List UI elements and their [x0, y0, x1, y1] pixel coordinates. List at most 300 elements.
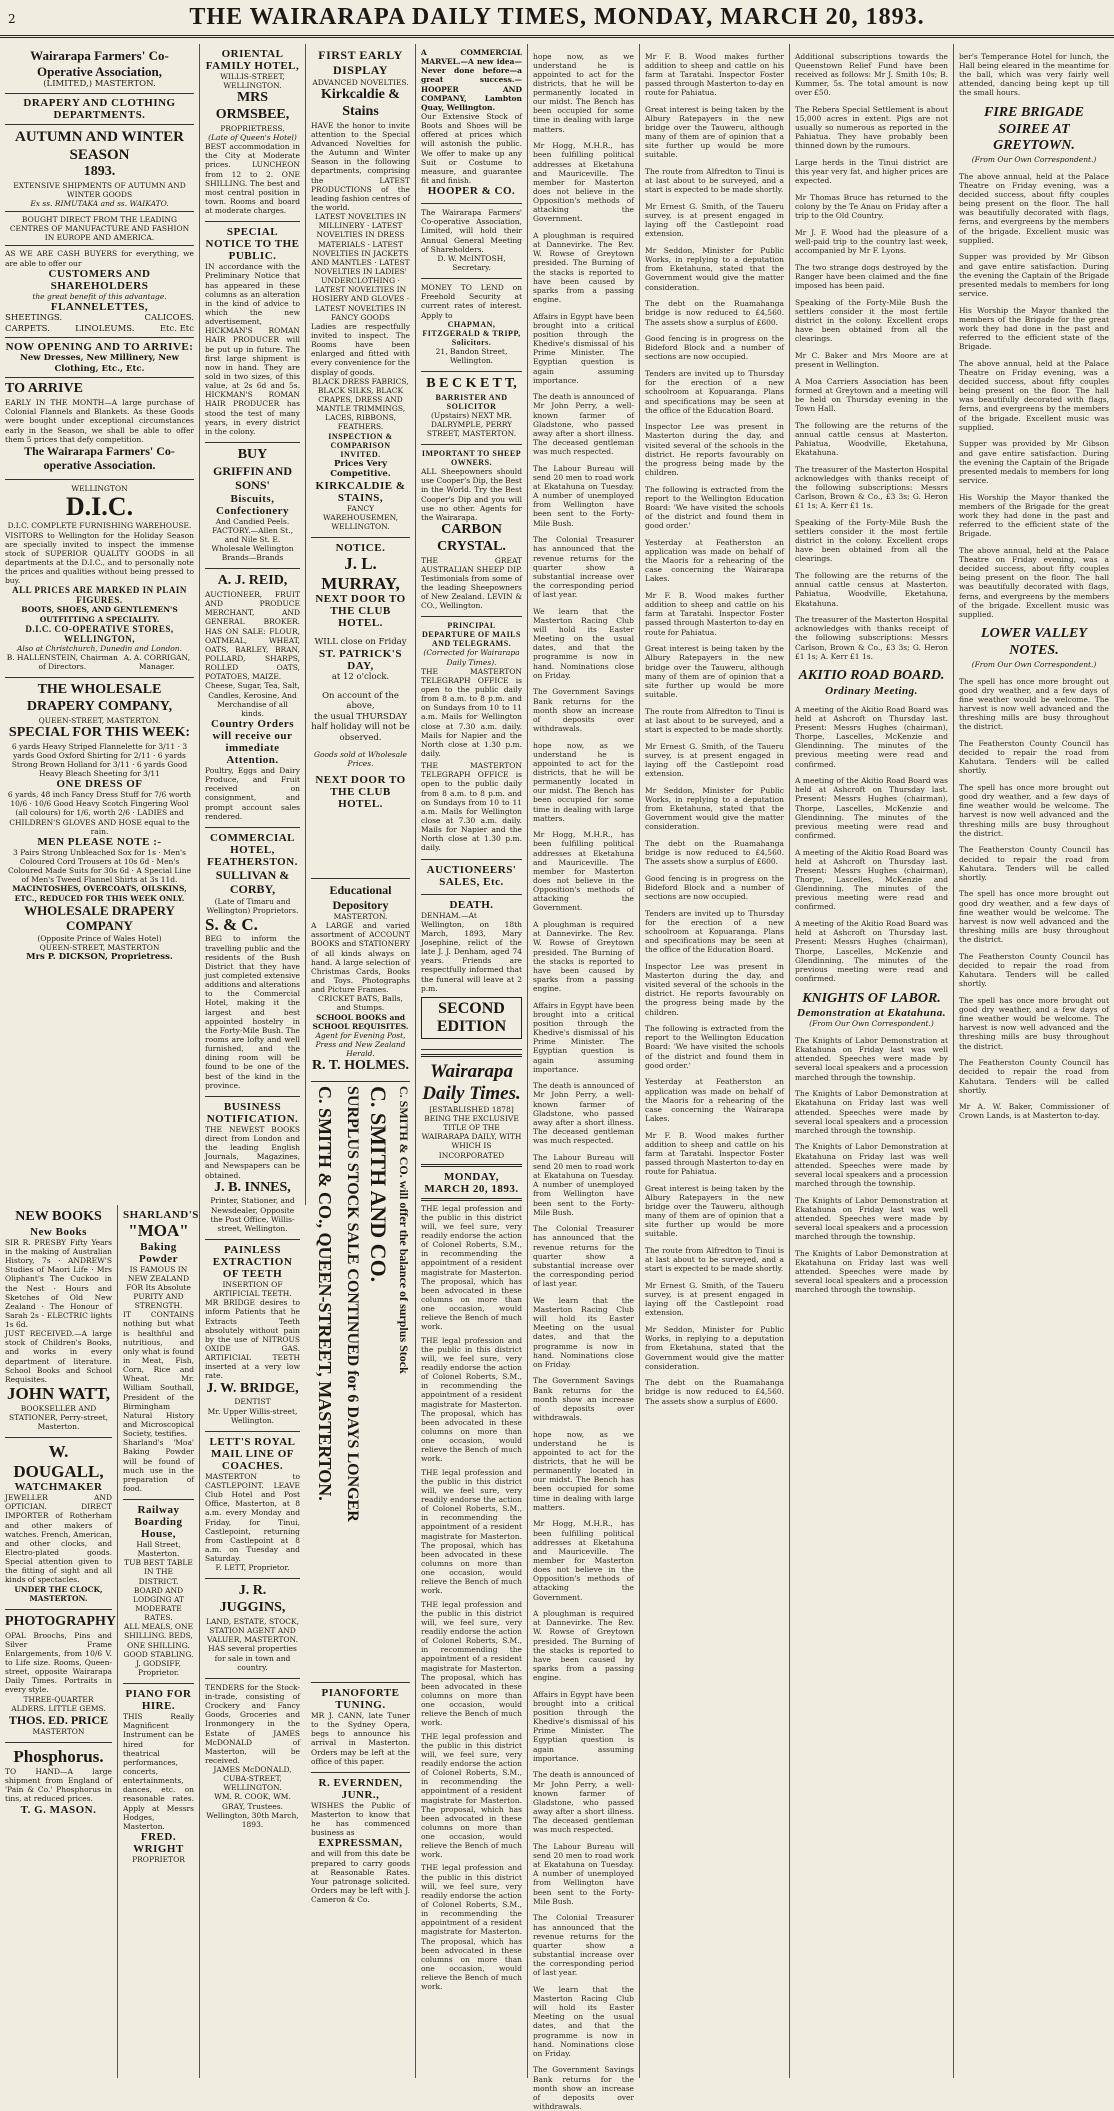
- tub-best: TUB BEST TABLE IN THE DISTRICT.: [124, 1558, 193, 1586]
- sullivan-name: SULLIVAN & CORBY,: [215, 867, 290, 897]
- flannelettes-label: FLANNELETTES,: [50, 300, 149, 313]
- col6-para-6: The debt on the Ruamahanga bridge is now reduced to £4,560. The assets show a surplus of £600.: [645, 299, 784, 327]
- s-c-initials: S. & C.: [205, 914, 258, 934]
- juggins-name: J. R. JUGGINS,: [219, 1583, 286, 1616]
- proprietress-label: PROPRIETRESS,: [220, 123, 285, 133]
- col5-para-10: hope now, as we understand he is appointed to act for the districts, that he will be permanently located in our midst. The Bench has been occupied for some time in dealing with large matters.: [533, 740, 634, 823]
- new-books-advertisement: [5, 1205, 112, 1438]
- railway-advertisement: [123, 1500, 194, 1684]
- godsiff-name: J. GODSIFF, Proprietor.: [135, 1658, 182, 1678]
- col7-para-1: Additional subscriptions towards the Queenstown Relief Fund have been received as follows: Mr J. Smith 10s; B. Kummer, 5s. The total amount is now over £50.: [795, 51, 948, 98]
- wfca-title: Wairarapa Farmers' Co-Operative Association,: [30, 48, 169, 79]
- col5-para-16: The Colonial Treasurer has announced that the revenue returns for the quarter show a substantial increase over the corresponding period of last year.: [533, 1224, 634, 1289]
- leader-text: THE legal profession and the public in this district will, we feel sure, very readily endorse the action of Colonel Roberts, S.M., in recommending the appointment of a resident magistrate for Masterton. The proposal, which has been advocated in these columns on more than one occasion, would relieve the Bench of much work.: [421, 1203, 522, 1332]
- col5-para-3: A ploughman is required at Dannevirke. The Rev. W. Rowse of Greytown presided. The Burning of the stacks is reported to have been caused by sparks from a passing engine.: [533, 231, 634, 305]
- sullivan-subtitle: (Late of Timaru and Wellington) Proprietors.: [206, 896, 299, 915]
- sharland-name: SHARLAND'S: [123, 1209, 199, 1221]
- wdc-address: QUEEN-STREET, MASTERTON.: [38, 715, 161, 725]
- evernden-name: R. EVERNDEN, JUNR.,: [318, 1776, 403, 1801]
- dic-text: VISITORS to Wellington for the Holiday Season are specially invited to inspect the immense stock of SUPERIOR QUALITY GOODS in all departments at the D.I.C., and to personally note the prices and qualities without being pressed to buy.: [5, 530, 194, 586]
- fire-brigade-heading: FIRE BRIGADE SOIREE AT GREYTOWN.: [984, 104, 1084, 154]
- col6-para-2: Great interest is being taken by the Albury Ratepayers in the new bridge over the Tauweru, although many of them are of opinion that a site further up would be more suitable.: [645, 104, 784, 160]
- column-7: [790, 44, 954, 2078]
- piano-hire-advertisement: [123, 1684, 194, 1870]
- col6-para-4: Mr Ernest G. Smith, of the Taueru survey, is at present engaged in laying off the Castlepoint road extension.: [645, 201, 784, 239]
- marvel-text: A COMMERCIAL MARVEL.—A new idea—Never done before—a great success.—HOOPER AND COMPANY, Lambton Quay, Wellington.: [421, 48, 522, 112]
- col7-para-10: The following are the returns of the annual cattle census at Masterton. Pahiatua, Woodville, Eketahuna, Ekatahuna.: [795, 420, 948, 458]
- knights-text-5: The Knights of Labor Demonstration at Ekatahuna on Friday last was well attended. Speeches were made by several local speakers and a procession marched through the township.: [795, 1248, 948, 1295]
- one-dress-heading: ONE DRESS OF: [56, 778, 143, 791]
- piano-tuning-heading: PIANOFORTE TUNING.: [321, 1687, 400, 1712]
- being-label: BEING THE EXCLUSIVE TITLE OF THE WAIRARAPA DAILY, WITH WHICH IS INCORPORATED: [421, 1113, 522, 1160]
- dic-location: WELLINGTON: [71, 483, 128, 493]
- advantage-text: the great benefit of this advantage.: [32, 291, 167, 301]
- principal-heading: PRINCIPAL DEPARTURE OF MAILS AND TELEGRAMS.: [422, 621, 521, 649]
- col6-para-5: Mr Seddon, Minister for Public Works, in replying to a deputation from Eketahuna, stated that the Government would give the matter consideration.: [645, 246, 784, 292]
- col7-para-3: Large herds in the Tinui district are this year very fat, and higher prices are expected.: [795, 157, 948, 186]
- wfca-subtitle: (LIMITED,) MASTERTON.: [43, 79, 156, 90]
- fire-text-7: The above annual, held at the Palace Theatre on Friday evening, was a decided success, about fifty couples being present on the floor. The hall was beautifully decorated with flags, ferns, and evergreens by the members of the brigade. Excellent music was supplied.: [959, 545, 1109, 619]
- linoleums-label: LINOLEUMS.: [75, 323, 135, 334]
- col5-para-27: The Government Savings Bank returns for the month show an increase of deposits over withdrawals.: [533, 2065, 634, 2111]
- col6-para-10: The following is extracted from the report to the Wellington Education Board: 'We have visited the schools of the district and found them in good order.': [645, 484, 784, 531]
- season-year: 1893.: [83, 163, 116, 179]
- akitio-heading: AKITIO ROAD BOARD.: [798, 668, 945, 684]
- moa-text: IT CONTAINS nothing but what is healthful and nutritious, and only what is found in Meat, Fish, Corn, Rice and Wheat. Mr. William Southall, President of the Birmingham Natural History and Microscopical Society, testifies.: [123, 1310, 194, 1439]
- col5-para-8: We learn that the Masterton Racing Club will hold its Easter Meeting on the usual dates, and that the programme is now in hand. Nominations close on Friday.: [533, 606, 634, 680]
- lower-text-2: The Featherston County Council has decided to repair the road from Kahutara. Tenders will be called shortly.: [959, 739, 1109, 776]
- s-c-text: BEG to inform the travelling public and the residents of the Bush District that they have just completed extensive additions and alterations to the Commercial Hotel, making it the largest and best appointed hostelry in the Forty-Mile Bush. The rooms are lofty and well furnished, and the dining room will be found to be one of the best of the kind in the province.: [205, 934, 300, 1090]
- price-name: THOS. ED. PRICE: [8, 1712, 109, 1727]
- thursday-text: the usual THURSDAY: [313, 711, 408, 722]
- auctioneers-notice: [421, 860, 522, 895]
- column-6: [640, 44, 790, 2078]
- evernden-text-2: and will from this date be prepared to carry goods at Reasonable Rates. Your patronage solicited. Orders may be left with J. Cameron & Co.: [311, 1849, 410, 1905]
- reid-name: A. J. REID,: [217, 573, 288, 589]
- phosphorus-advertisement: [5, 1743, 112, 1821]
- drapery-heading: DRAPERY AND CLOTHING DEPARTMENTS.: [23, 96, 176, 121]
- akitio-text-3: A meeting of the Akitio Road Board was held at Ashcroft on Thursday last. Present: Messrs Hughes (chairman), Thorpe, Lascelles, McKenzie and Glendinning. The minutes of the previous meeting were read and confirmed.: [795, 847, 948, 912]
- kirkcaldie-list: LATEST NOVELTIES IN MILLINERY · LATEST NOVELTIES IN DRESS MATERIALS · LATEST NOVELTIES IN JACKETS AND MANTLES · LATEST NOVELTIES IN LADIES' UNDERCLOTHING · LATEST NOVELTIES IN HOSIERY AND GLOVES · LATEST NOVELTIES IN FANCY GOODS: [311, 212, 410, 322]
- prices-comp-label: Prices Very Competitive.: [330, 458, 391, 480]
- commercial-heading: COMMERCIAL HOTEL, FEATHERSTON.: [207, 831, 298, 868]
- insertion-heading: INSERTION OF ARTIFICIAL TEETH.: [213, 1280, 292, 1299]
- col6-para-22: Yesterday at Featherston an application was made on behalf of the Maoris for a rehearing of the case concerning the Wairarapa Lakes.: [645, 1077, 784, 1123]
- ormsbee-name: MRS ORMSBEE,: [215, 90, 290, 123]
- holmes-name: R. T. HOLMES.: [311, 1058, 410, 1074]
- col7-para-6: The two strange dogs destroyed by the Ranger have been claimed and the fine imposed has been paid.: [795, 262, 948, 290]
- col5-para-15: The Labour Bureau will send 20 men to road work at Ekatahuna on Tuesday. A number of unemployed from Wellington have been sent to the Forty-Mile Bush.: [533, 1152, 634, 1217]
- dougall-name: W. DOUGALL,: [13, 1442, 104, 1481]
- mcdonald-name: JAMES McDONALD, CUBA-STREET, WELLINGTON.: [213, 1765, 292, 1793]
- knights-text-2: The Knights of Labor Demonstration at Ekatahuna on Friday last was well attended. Speeches were made by several local speakers and a procession marched through the township.: [795, 1089, 948, 1135]
- col5-para-2: Mr Hogg, M.H.R., has been fulfilling political addresses at Eketahuna and Mauriceville. The member for Masterton does not believe in the Opposition's methods of attacking the Government.: [533, 141, 634, 224]
- hooper-text: Our Extensive Stock of Boots and Shoes will be offered at prices which will astonish the public. We offer to make up any Suit or Costume to measure, and guarantee fit and finish.: [421, 111, 522, 185]
- advanced-novelties: ADVANCED NOVELTIES.: [312, 78, 409, 87]
- oriental-heading: ORIENTAL FAMILY HOTEL,: [205, 48, 300, 72]
- murray-notice: [311, 538, 410, 879]
- wfca-advertisement: [5, 44, 194, 480]
- col5-para-6: The Labour Bureau will send 20 men to road work at Ekatahuna on Tuesday. A number of unemployed from Wellington have been sent to the Forty-Mile Bush.: [533, 463, 634, 528]
- dic-stores: D.I.C. CO-OPERATIVE STORES, WELLINGTON,: [25, 623, 174, 644]
- col6-para-1: Mr F. B. Wood makes further addition to sheep and cattle on his farm at Taratahi. Inspector Foster passed through Masterton to-day en route for Pahiatua.: [645, 51, 784, 98]
- phosphorus-text: TO HAND—A large shipment from England of 'Pain & Co.' Phosphorus in tins, at reduced prices.: [5, 1766, 112, 1804]
- books-text: SIR R. PRESBY Fifty Years in the making of Australian History, 7s · ANDREW'S Studies of Maori Life · Mrs Oliphant's The Cuckoo in the Nest · Hours and Sketches of Old New Zealand · The Honour of Sarah 2s · ELECTRIC lights 1s 6d.: [5, 1237, 112, 1330]
- beckett-subtitle: BARRISTER AND SOLICITOR: [435, 392, 508, 411]
- candied-label: And Candied Peels.: [215, 516, 290, 526]
- next-door-label-2: NEXT DOOR TO THE CLUB HOTEL.: [315, 773, 406, 810]
- hooper-advertisement: [421, 44, 522, 204]
- wdc-title: THE WHOLESALE DRAPERY COMPANY,: [26, 682, 173, 714]
- wdc-title-2: WHOLESALE DRAPERY COMPANY: [24, 902, 175, 934]
- dic-boots: BOOTS, SHOES, AND GENTLEMEN'S OUTFITTING A SPECIALITY.: [21, 605, 178, 624]
- next-door-label: NEXT DOOR TO THE CLUB HOTEL.: [315, 593, 406, 630]
- sheep-dip-advertisement: [421, 445, 522, 617]
- own-correspondent: (From Our Own Correspondent.): [809, 1019, 934, 1029]
- lower-valley-heading: LOWER VALLEY NOTES.: [981, 626, 1087, 659]
- piano-text: THIS Really Magnificent Instrument can be hired for theatrical performances, concerts, entertainments, dances, etc. on reasonable rates. Apply at Messrs Hodges, Masterton.: [123, 1712, 194, 1831]
- bridge-text: MR BRIDGE desires to inform Patients that he Extracts Teeth absolutely without pain by the use of NITROUS OXIDE GAS. ARTIFICIAL TEETH inserted at a very low rate.: [205, 1298, 300, 1381]
- on-account-text: On account of the above,: [322, 690, 399, 712]
- painless-heading: PAINLESS EXTRACTION OF TEETH: [212, 1244, 293, 1281]
- wfca-footer: The Wairarapa Farmers' Co-operative Association.: [24, 443, 175, 473]
- col6-para-11: Yesterday at Featherston an application was made on behalf of the Maoris for a rehearing of the case concerning the Wairarapa Lakes.: [645, 537, 784, 584]
- akitio-text-2: A meeting of the Akitio Road Board was held at Ashcroft on Thursday last. Present: Messrs Hughes (chairman), Thorpe, Lascelles, McKenzie and Glendinning. The minutes of the previous meeting were read and confirmed.: [795, 776, 948, 840]
- dougall-text: JEWELLER AND OPTICIAN. DIRECT IMPORTER of Rotherham and other makers of watches. French, American, and other clocks, and Electro-plated goods. Special attention given to the fitting of sight and all kinds of spectacles.: [5, 1493, 112, 1585]
- carbon-text: THE GREAT AUSTRALIAN SHEEP DIP. Testimonials from some of the leading Sheepowners of New Zealand. LEVIN & CO., Wellington.: [421, 555, 522, 611]
- cook-date: Wellington, 30th March, 1893.: [206, 1810, 299, 1829]
- customers-heading: CUSTOMERS AND SHAREHOLDERS: [48, 267, 151, 292]
- leader-text-2: THE legal profession and the public in this district will, we feel sure, very readily endorse the action of Colonel Roberts, S.M., in recommending the appointment of a resident magistrate for Masterton. The proposal, which has been advocated in these columns on more than one occasion, would relieve the Bench of much work.: [421, 1335, 522, 1464]
- col5-para-22: Affairs in Egypt have been brought into a critical position through the Khedive's dismissal of his Prime Minister. The Egyptian question is again assuming importance.: [533, 1689, 634, 1763]
- expressman-label: EXPRESSMAN,: [318, 1837, 403, 1850]
- john-watt-name: JOHN WATT,: [7, 1384, 110, 1404]
- wdc-proprietress: Mrs P. DICKSON, Proprietress.: [26, 952, 173, 963]
- column-3: [306, 44, 416, 2078]
- col5-para-9: The Government Savings Bank returns for the month show an increase of deposits over withdrawals.: [533, 687, 634, 733]
- mackintosh-text: MACINTOSHES, OVERCOATS, OILSKINS, ETC., REDUCED FOR THIS WEEK ONLY.: [12, 884, 187, 903]
- col5-para-24: The Labour Bureau will send 20 men to road work at Ekatahuna on Tuesday. A number of unemployed from Wellington have been sent to the Forty-Mile Bush.: [533, 1841, 634, 1906]
- hair-producer-advertisement: [205, 222, 300, 443]
- dougall-advertisement: [5, 1438, 112, 1610]
- kirkcaldie-footer-sub: FANCY WAREHOUSEMEN, WELLINGTON.: [322, 503, 399, 532]
- photography-heading: PHOTOGRAPHY: [5, 1613, 116, 1629]
- col5-para-21: A ploughman is required at Dannevirke. The Rev. W. Rowse of Greytown presided. The Burning of the stacks is reported to have been caused by sparks from a passing engine.: [533, 1609, 634, 1683]
- educational-advertisement: [311, 879, 410, 1082]
- bridge-address: Mr. Upper Willis-street, Wellington.: [207, 1406, 298, 1425]
- col6-para-14: The route from Alfredton to Tinui is at last about to be surveyed, and a start is expected to be made shortly.: [645, 706, 784, 734]
- fire-text-6: His Worship the Mayor thanked the members of the Brigade for the great work they had done in the past and referred to the efficient state of the Brigade.: [959, 492, 1109, 539]
- col6-para-23: Mr F. B. Wood makes further addition to sheep and cattle on his farm at Taratahi. Inspector Foster passed through Masterton to-day en route for Pahiatua.: [645, 1130, 784, 1177]
- col5-para-26: We learn that the Masterton Racing Club will hold its Easter Meeting on the usual dates, and that the programme is now in hand. Nominations close on Friday.: [533, 1984, 634, 2058]
- lett-name: F. LETT, Proprietor.: [215, 1563, 290, 1573]
- factory-label: FACTORY.—Allen St., and Nile St. E.: [212, 525, 293, 544]
- smith-vertical-3: SURPLUS STOCK SALE CONTINUED for 6 DAYS LONGER: [344, 1086, 361, 1522]
- smith-vertical-2: C. SMITH AND CO.: [366, 1086, 391, 1283]
- col7-para-14: The treasurer of the Masterton Hospital acknowledges with thanks receipt of the following subscriptions: Messrs Carlson, Brown & Co., £3 3s; G. Heron £1 1s; A. Kerr £1 1s.: [795, 615, 948, 661]
- knights-heading: KNIGHTS OF LABOR.: [802, 990, 941, 1006]
- school-text: SCHOOL BOOKS and SCHOOL REQUISITES.: [312, 1012, 409, 1031]
- leader-date: MONDAY, MARCH 20, 1893.: [424, 1170, 519, 1195]
- tenders-advertisement: [205, 1679, 300, 1835]
- autumn-heading: AUTUMN AND WINTER SEASON: [15, 128, 184, 163]
- wairarapa-co-text: The Wairarapa Farmers' Co-operative Association, Limited, will hold their Annual General Meeting of Shareholders.: [421, 208, 522, 254]
- col5-para-19: hope now, as we understand he is appointed to act for the districts, that he will be permanently located in our midst. The Bench has been occupied for some time in dealing with large matters.: [533, 1429, 634, 1512]
- fire-text-4: The above annual, held at the Palace Theatre on Friday evening, was a decided success, about fifty couples being present on the floor. The hall was beautifully decorated with flags, ferns, and evergreens by the members of the brigade. Excellent music was supplied.: [959, 358, 1109, 432]
- col7-para-12: Speaking of the Forty-Mile Bush the settlers consider it the most fertile district in the colony. Excellent crops have been obtained from all the clearings.: [795, 517, 948, 564]
- chapman-address: 21, Bandon Street, Wellington.: [435, 346, 508, 365]
- column-4: [416, 44, 528, 2078]
- new-books-heading: NEW BOOKS: [15, 1209, 102, 1224]
- moa-made: Sharland's 'Moa' Baking Powder will be found of much use in the preparation of food.: [123, 1438, 194, 1493]
- lower-text-5: The spell has once more brought out good dry weather, and a few days of fine weather would be welcome. The harvest is now well advanced and the threshing mills are busy throughout the district.: [959, 889, 1109, 945]
- oriental-address: WILLIS-STREET, WELLINGTON.: [220, 72, 285, 91]
- coaches-text: MASTERTON to CASTLEPOINT. LEAVE Club Hotel and Post Office, Masterton, at 8 a.m. every Monday and Friday, for Tinui, Castlepoint, returning from Castlepoint at 8 a.m. on Tuesday and Saturday.: [205, 1471, 300, 1564]
- newest-text: THE NEWEST BOOKS direct from London and the leading English Journals, Magazines, and Newspapers can be obtained.: [205, 1124, 300, 1180]
- etc-label: Etc. Etc: [159, 323, 194, 334]
- wdc-opposite: (Opposite Prince of Wales Hotel): [37, 933, 162, 943]
- country-orders: Country Orders will receive our immediate Attention.: [210, 718, 295, 766]
- leader-text-3: THE legal profession and the public in this district will, we feel sure, very readily endorse the action of Colonel Roberts, S.M., in recommending the appointment of a resident magistrate for Masterton. The proposal, which has been advocated in these columns on more than one occasion, would relieve the Bench of much work.: [421, 1467, 522, 1596]
- hooper-name: HOOPER & CO.: [427, 185, 516, 198]
- dic-prices: ALL PRICES ARE MARKED IN PLAIN FIGURES.: [12, 585, 187, 606]
- wairarapa-co-notice: [421, 204, 522, 279]
- beckett-advertisement: [421, 372, 522, 445]
- col5-para-18: The Government Savings Bank returns for the month show an increase of deposits over withdrawals.: [533, 1376, 634, 1422]
- men-note-heading: MEN PLEASE NOTE :-: [37, 835, 162, 848]
- oriental-hotel-advertisement: [205, 44, 300, 222]
- col6-para-17: The debt on the Ruamahanga bridge is now reduced to £4,560. The assets show a surplus of £600.: [645, 838, 784, 867]
- special-heading: SPECIAL FOR THIS WEEK:: [8, 724, 191, 740]
- cann-text: MR J. CANN, late Tuner to the Sydney Opera, begs to announce his arrival in Masterton. Orders may be left at the office of this paper.: [311, 1711, 410, 1766]
- col6-para-28: The debt on the Ruamahanga bridge is now reduced to £4,560. The assets show a surplus of £600.: [645, 1378, 784, 1406]
- dougall-subtitle: WATCHMAKER: [14, 1481, 103, 1494]
- reid-extra: Cheese, Sugar, Tea, Salt, Candles, Kerosine, And Merchandise of all kinds.: [205, 681, 300, 718]
- death-heading: DEATH.: [449, 898, 494, 911]
- st-patricks-text: ST. PATRICK'S DAY,: [319, 647, 402, 672]
- juggins-text: HAS several properties for sale in town and country.: [208, 1644, 297, 1672]
- calicoes-label: CALICOES.: [144, 312, 194, 323]
- column-5: [528, 44, 640, 2111]
- lower-text-8: The Featherston County Council has decided to repair the road from Kahutara. Tenders will be called shortly.: [959, 1058, 1109, 1095]
- fire-text-5: Supper was provided by Mr Gibson and gave entire satisfaction. During the evening the Captain of the Brigade presented medals to members for long service.: [959, 439, 1109, 485]
- special-text: 6 yards Heavy Striped Flannelette for 3/11 · 3 yards Good Oxford Shirting for 2/11 · 6 yards Strong Brown Holland for 3/11 · 6 yards Good Heavy Bleach Sheeting for 3/11: [11, 741, 188, 779]
- beckett-name: B E C K E T T,: [426, 375, 517, 391]
- carbon-heading: CARBON CRYSTAL.: [437, 522, 506, 554]
- royal-mail-advertisement: [205, 1432, 300, 1580]
- shipments-text: EXTENSIVE SHIPMENTS OF AUTUMN AND WINTER GOODS: [13, 180, 186, 199]
- wright-subtitle: PROPRIETOR: [132, 1855, 185, 1864]
- mails-text: THE MASTERTON TELEGRAPH OFFICE is open to the public daily from 8 a.m. to 8 p.m. and on Sundays from 10 to 11 a.m. Mails for Wellington close at 7.30 a.m. daily. Mails for Napier and the North close at 1.30 p.m. daily.: [421, 666, 522, 758]
- dic-logo: D.I.C.: [65, 491, 134, 521]
- column-2: [200, 44, 306, 1829]
- paper-masthead: [421, 1054, 522, 1167]
- col6-para-21: The following is extracted from the report to the Wellington Education Board: 'We have visited the schools of the district and found them in good order.': [645, 1024, 784, 1070]
- dic-advertisement: [5, 480, 194, 678]
- mails-subtitle: (Corrected for Wairarapa Daily Times).: [423, 648, 520, 667]
- three-quarter-text: THREE-QUARTER ALDERS. LITTLE GEMS.: [11, 1694, 106, 1713]
- oriental-text: BEST accommodation in the City at Moderate prices. LUNCHEON from 12 to 2. ONE SHILLING. The best and most central position in town. Rooms and board at moderate charges.: [205, 142, 300, 216]
- col6-para-18: Good fencing is in progress on the Bideford Block and a number of sections are now occupied.: [645, 873, 784, 901]
- col6-para-8: Tenders are invited up to Thursday for the erection of a new schoolroom at Kopuaranga. Plans and specifications may be seen at the office of the Education Board.: [645, 369, 784, 415]
- dic-also: Also at Christchurch, Dunedin and London.: [17, 643, 182, 653]
- smith-vertical-4: C. SMITH & CO., QUEEN-STREET, MASTERTON.: [315, 1086, 335, 1501]
- to-arrive-text: EARLY IN THE MONTH—A large purchase of Colonial Flannels and Blankets. As these Goods were bought under exceptional circumstances early in the Season, we shall be able to offer them 5 prices that defy competition.: [5, 398, 194, 444]
- col6-para-16: Mr Seddon, Minister for Public Works, in replying to a deputation from Eketahuna, stated that the Government would give the matter consideration.: [645, 785, 784, 832]
- wright-name: FRED. WRIGHT: [133, 1831, 184, 1855]
- dic-warehouse: D.I.C. COMPLETE FURNISHING WAREHOUSE.: [7, 521, 192, 531]
- col6-para-24: Great interest is being taken by the Albury Ratepayers in the new bridge over the Tauweru, although many of them are of opinion that a site further up would be more suitable.: [645, 1183, 784, 1239]
- will-close-text: WILL close on Friday: [314, 637, 407, 648]
- death-text: DENHAM.—At Wellington, on 18th March, 1893, Mary Josephine, relict of the late J. J. Denham, aged 74 years. Friends are respectfully informed that the funeral will leave at 2 p.m.: [421, 910, 522, 993]
- new-dresses-text: New Dresses, New Millinery, New Clothing, Etc., Etc.: [20, 353, 179, 374]
- kirkcaldie-footer: KIRKCALDIE & STAINS,: [315, 479, 406, 504]
- second-edition-banner: SECOND EDITION: [421, 997, 522, 1039]
- important-heading: IMPORTANT TO SHEEP OWNERS.: [421, 449, 522, 468]
- col5-para-14: The death is announced of Mr John Perry, a well-known farmer of Gladstone, who passed away after a short illness. The deceased gentleman was much respected.: [533, 1081, 634, 1146]
- price-subtitle: MASTERTON: [32, 1727, 85, 1737]
- griffin-advertisement: [205, 443, 300, 569]
- hair-text: IN accordance with the Preliminary Notice that has appeared in these columns as an alteration in the kind of advice to which the new advertisement, HICKMAN'S ROMAN HAIR PRODUCER will be put up in future. The first large shipment is now in hand. They are sold in two sizes, of this value, at 2s 6d and 5s. HICKMAN'S ROMAN HAIR PRODUCER has stood the test of many years, in every district in the colony.: [205, 262, 300, 436]
- moa-famous: IS FAMOUS IN NEW ZEALAND FOR Its Absolute PURITY AND STRENGTH.: [126, 1264, 191, 1311]
- established-label: [ESTABLISHED 1878]: [429, 1104, 514, 1114]
- col6-para-25: The route from Alfredton to Tinui is at last about to be surveyed, and a start is expected to be made shortly.: [645, 1246, 784, 1274]
- agent-times: Agent for Evening Post, Press and New Zealand Herald.: [315, 1030, 406, 1059]
- knights-text: The Knights of Labor Demonstration at Ekatahuna on Friday last was well attended. Speeches were made by several local speakers and a procession marched through the township.: [795, 1036, 948, 1082]
- masthead: [0, 0, 1114, 38]
- akitio-text: A meeting of the Akitio Road Board was held at Ashcroft on Thursday last. Present: Messrs Hughes (chairman), Thorpe, Lascelles, McKenzie and Glendinning. The minutes of the previous meeting were read and confirmed.: [795, 704, 948, 769]
- hair-notice-heading: SPECIAL NOTICE TO THE PUBLIC.: [205, 226, 300, 263]
- educational-text: A LARGE and varied assortment of ACCOUNT BOOKS and STATIONERY of all kinds always on hand. A large selection of Christmas Cards, Books and Toys. Photographs and Picture Frames.: [311, 921, 410, 995]
- auctioneers-heading: AUCTIONEERS' SALES, Etc.: [426, 863, 517, 888]
- mails-text-repeat: THE MASTERTON TELEGRAPH OFFICE is open to the public daily from 8 a.m. to 8 p.m. and on Sundays from 10 to 11 a.m. Mails for Wellington close at 7.30 a.m. daily. Mails for Napier and the North close at 1.30 p.m. daily.: [421, 761, 522, 853]
- sharland-advertisement: [123, 1205, 199, 1500]
- meals-text: ALL MEALS, ONE SHILLING. BEDS, ONE SHILLING.: [123, 1622, 194, 1650]
- painless-extraction-advertisement: [205, 1240, 300, 1432]
- col6-para-20: Inspector Lee was present in Masterton during the day, and visited several of the schools in the district. He reports favourably on the progress being made by the children.: [645, 961, 784, 1017]
- kirkcaldie-text-2: Ladies are respectfully invited to inspect. The Rooms have been enlarged and fitted with every convenience for the display of goods.: [311, 321, 410, 377]
- lower-text-4: The Featherston County Council has decided to repair the road from Kahutara. Tenders will be called shortly.: [959, 845, 1109, 882]
- col7-para-5: Mr J. F. Wood had the pleasure of a well-paid trip to the country last week, accompanied by Mr F. Lyons.: [795, 227, 948, 256]
- col5-para-13: Affairs in Egypt have been brought into a critical position through the Khedive's dismissal of his Prime Minister. The Egyptian question is again assuming importance.: [533, 1000, 634, 1074]
- col6-para-15: Mr Ernest G. Smith, of the Taueru survey, is at present engaged in laying off the Castlepoint road extension.: [645, 741, 784, 778]
- lower-own-correspondent: (From Our Own Correspondent.): [971, 660, 1097, 670]
- board-text: BOARD AND LODGING AT MODERATE RATES.: [132, 1585, 185, 1623]
- col5-para-17: We learn that the Masterton Racing Club will hold its Easter Meeting on the usual dates, and that the programme is now in hand. Nominations close on Friday.: [533, 1295, 634, 1369]
- money-lend-advertisement: [421, 279, 522, 372]
- reid-text: AUCTIONEER, FRUIT AND PRODUCE MERCHANT, AND GENERAL BROKER. HAS ON SALE: FLOUR, OATMEAL, WHEAT, OATS, BARLEY, BRAN, POLLARD, SHARPS, ROLLED OATS, POTATOES, MAIZE.: [205, 590, 300, 682]
- smith-advertisement: [311, 1082, 410, 1683]
- dic-manager: A. A. CORRIGAN, Manager.: [123, 652, 190, 671]
- mason-name: T. G. MASON.: [20, 1803, 97, 1816]
- lower-text-6: The Featherston County Council has decided to repair the road from Kahutara. Tenders will be called shortly.: [959, 951, 1109, 989]
- col7-para-11: The treasurer of the Masterton Hospital acknowledges with thanks receipt of the following subscriptions: Messrs Carlson, Brown & Co., £3 3s; G. Heron £1 1s; A. Kerr £1 1s.: [795, 464, 948, 511]
- fire-text-3: His Worship the Mayor thanked the members of the Brigade for the great work they had done in the past and referred to the efficient state of the Brigade.: [959, 305, 1109, 352]
- biscuits-label: Biscuits, Confectionery: [215, 492, 290, 517]
- newspaper-title: THE WAIRARAPA DAILY TIMES, MONDAY, MARCH 20, 1893.: [189, 4, 925, 30]
- leader-text-6: THE legal profession and the public in this district will, we feel sure, very readily endorse the action of Colonel Roberts, S.M., in recommending the appointment of a resident magistrate for Masterton. The proposal, which has been advocated in these columns on more than one occasion, would relieve the Bench of much work.: [421, 1863, 522, 1992]
- stabling-text: GOOD STABLING.: [123, 1649, 194, 1659]
- sheetings-label: SHEETINGS.: [5, 312, 63, 323]
- reid-advertisement: [205, 569, 300, 828]
- beckett-address: (Upstairs) NEXT MR. DALRYMPLE, PERRY STREET, MASTERTON.: [426, 410, 517, 439]
- kirkcaldie-list-2: BLACK DRESS FABRICS, BLACK SILKS, BLACK CRAPES, DRESS AND MANTLE TRIMMINGS, LACES, RIBBONS, FEATHERS.: [312, 376, 409, 432]
- fire-text-1: The above annual, held at the Palace Theatre on Friday evening, was a decided success, about fifty couples being present on the floor. The hall was beautifully decorated with flags, ferns, and evergreens by the members of the brigade. Excellent music was supplied.: [959, 171, 1109, 245]
- col6-para-12: Mr F. B. Wood makes further addition to sheep and cattle on his farm at Taratahi. Inspector Foster passed through Masterton to-day en route for Pahiatua.: [645, 591, 784, 637]
- first-display-heading: FIRST EARLY DISPLAY: [318, 48, 403, 77]
- paper-title: Wairarapa Daily Times.: [422, 1060, 521, 1104]
- dress-text: 6 yards, 48 inch Fancy Dress Stuff for 7/6 worth 10/6 · 10/6 Good Heavy Scotch Fingering Wool (all colours) for 1/6, worth 2/6 · LADIES and CHILDREN'S GLOVES AND HOSE equal to the rain.: [7, 790, 192, 836]
- evernden-advertisement: [311, 1773, 410, 1910]
- piano-tuning-advertisement: [311, 1683, 410, 1773]
- griffin-name: GRIFFIN AND SONS': [212, 463, 292, 493]
- chapman-name: CHAPMAN, FITZGERALD & TRIPP, Solicitors.: [422, 319, 521, 347]
- kirkcaldie-text: HAVE the honor to invite attention to the Special Advanced Novelties for the Autumn and Winter Season in the following departments, comprising the LATEST PRODUCTIONS of the leading fashion centres of the world.: [311, 120, 410, 212]
- new-books-subheading: New Books: [30, 1225, 87, 1238]
- col6-para-19: Tenders are invited up to Thursday for the erection of a new schoolroom at Kopuaranga. Plans and specifications may be seen at the office of the Education Board.: [645, 908, 784, 955]
- ordinary-meeting: Ordinary Meeting.: [825, 685, 918, 698]
- buy-heading: BUY: [237, 446, 268, 462]
- fire-text-2: Supper was provided by Mr Gibson and gave entire satisfaction. During the evening the Captain of the Brigade presented medals to members for long service.: [959, 252, 1109, 298]
- cook-name: WM. R. COOK, WM. GRAY, Trustees.: [214, 1792, 291, 1811]
- lower-text-1: The spell has once more brought out good dry weather, and a few days of fine weather would be welcome. The harvest is now well advanced and the threshing mills are busy throughout the district.: [959, 676, 1109, 732]
- wdc-advertisement: [5, 678, 194, 969]
- kirkcaldie-name: Kirkcaldie & Stains: [321, 87, 400, 119]
- dic-chairman: B. HALLENSTEIN, Chairman of Directors.: [6, 652, 118, 671]
- juggins-subtitle: LAND, ESTATE, STOCK, STATION AGENT AND VALUER, MASTERTON.: [206, 1616, 299, 1645]
- carpets-label: CARPETS.: [5, 323, 50, 334]
- knights-text-4: The Knights of Labor Demonstration at Ekatahuna on Friday last was well attended. Speeches were made by several local speakers and a procession marched through the township.: [795, 1195, 948, 1242]
- col5-para-7: The Colonial Treasurer has announced that the revenue returns for the quarter show a substantial increase over the corresponding period of last year.: [533, 535, 634, 600]
- educational-heading: Educational Depository: [329, 883, 392, 912]
- photography-text: OPAL Broochs, Pins and Silver Frame Enlargements, from 10/6 V. to Life size. Rooms, Queen-street, opposite Wairarapa Daily Times. Portraits in every style.: [5, 1630, 112, 1695]
- bridge-name: J. W. BRIDGE,: [206, 1380, 299, 1396]
- col7-para-13: The following are the returns of the annual cattle census at Masterton. Pahiatua, Woodville, Eketahuna, Ekatahuna.: [795, 571, 948, 608]
- watt-subtitle: BOOKSELLER AND STATIONER, Perry-street, Masterton.: [8, 1403, 109, 1431]
- col5-para-25: The Colonial Treasurer has announced that the revenue returns for the quarter show a substantial increase over the corresponding period of last year.: [533, 1913, 634, 1978]
- kirkcaldie-advertisement: [311, 44, 410, 538]
- at-one-text: at 12 o'clock.: [331, 671, 390, 682]
- lower-text-3: The spell has once more brought out good dry weather, and a few days of fine weather would be welcome. The harvest is now well advanced and the threshing mills are busy throughout the district.: [959, 783, 1109, 838]
- innes-name: J. B. INNES,: [214, 1179, 291, 1195]
- inspection-label: INSPECTION & COMPARISON INVITED.: [328, 431, 393, 459]
- column-1b: [0, 1205, 118, 2078]
- col5-para-12: A ploughman is required at Dannevirke. The Rev. W. Rowse of Greytown presided. The Burning of the stacks is reported to have been caused by sparks from a passing engine.: [533, 920, 634, 994]
- phosphorus-heading: Phosphorus.: [13, 1747, 104, 1767]
- tenders-text: TENDERS for the Stock-in-trade, consisting of Crockery and Fancy Goods, Groceries and Ironmongery in the Estate of JAMES McDONALD of Masterton, will be received.: [205, 1682, 300, 1765]
- queens-label: (Late of Queen's Hotel): [208, 133, 297, 143]
- hall-street: Hall Street, Masterton.: [136, 1540, 181, 1559]
- col5-para-11: Mr Hogg, M.H.R., has been fulfilling political addresses at Eketahuna and Mauriceville. The member for Masterton does not believe in the Opposition's methods of attacking the Government.: [533, 830, 634, 913]
- col5-para-20: Mr Hogg, M.H.R., has been fulfilling political addresses at Eketahuna and Mauriceville. The member for Masterton does not believe in the Opposition's methods of attacking the Government.: [533, 1519, 634, 1602]
- col6-para-13: Great interest is being taken by the Albury Ratepayers in the new bridge over the Tauweru, although many of them are of opinion that a site further up would be more suitable.: [645, 644, 784, 699]
- opening-heading: NOW OPENING AND TO ARRIVE:: [5, 341, 194, 354]
- death-notice: [421, 895, 522, 1050]
- men-text: 3 Pairs Strong Unbleached Sox for 1s · Men's Coloured Cord Trousers at 10s 6d · Men's Coloured Made Suits for 30s 6d · A Special Line of Men's Tweed Flannel Shirts at 3s 11d.: [7, 847, 192, 885]
- cricket-text: CRICKET BATS, Balls, and Stumps.: [318, 994, 403, 1013]
- juggins-advertisement: [205, 1579, 300, 1678]
- col6-para-27: Mr Seddon, Minister for Public Works, in replying to a deputation from Eketahuna, stated that the Government would give the matter consideration.: [645, 1325, 784, 1371]
- dentist-label: DENTIST: [234, 1397, 271, 1407]
- akitio-text-4: A meeting of the Akitio Road Board was held at Ashcroft on Thursday last. Present: Messrs Hughes (chairman), Thorpe, Lascelles, McKenzie and Glendinning. The minutes of the previous meeting were read and confirmed.: [795, 919, 948, 983]
- col7-para-2: The Rebera Special Settlement is about 15,000 acres in extent. Pigs are not usually so numerous as reported in the Pahiatua. They have probably been thinned down by the rumours.: [795, 104, 948, 151]
- baking-powder: Baking Powder: [138, 1240, 179, 1265]
- lower-text-7: The spell has once more brought out good dry weather, and a few days of fine weather would be welcome. The harvest is now well advanced and the threshing mills are busy throughout the district.: [959, 995, 1109, 1051]
- just-received-text: JUST RECEIVED.—A large stock of Children's Books, and works in every department of literature. School Books and School Requisites.: [5, 1329, 112, 1384]
- business-heading: BUSINESS NOTIFICATION.: [206, 1100, 299, 1125]
- railway-heading: Railway Boarding House,: [134, 1504, 183, 1541]
- col6-para-3: The route from Alfredton to Tinui is at last about to be surveyed, and a start is expected to be made shortly.: [645, 167, 784, 195]
